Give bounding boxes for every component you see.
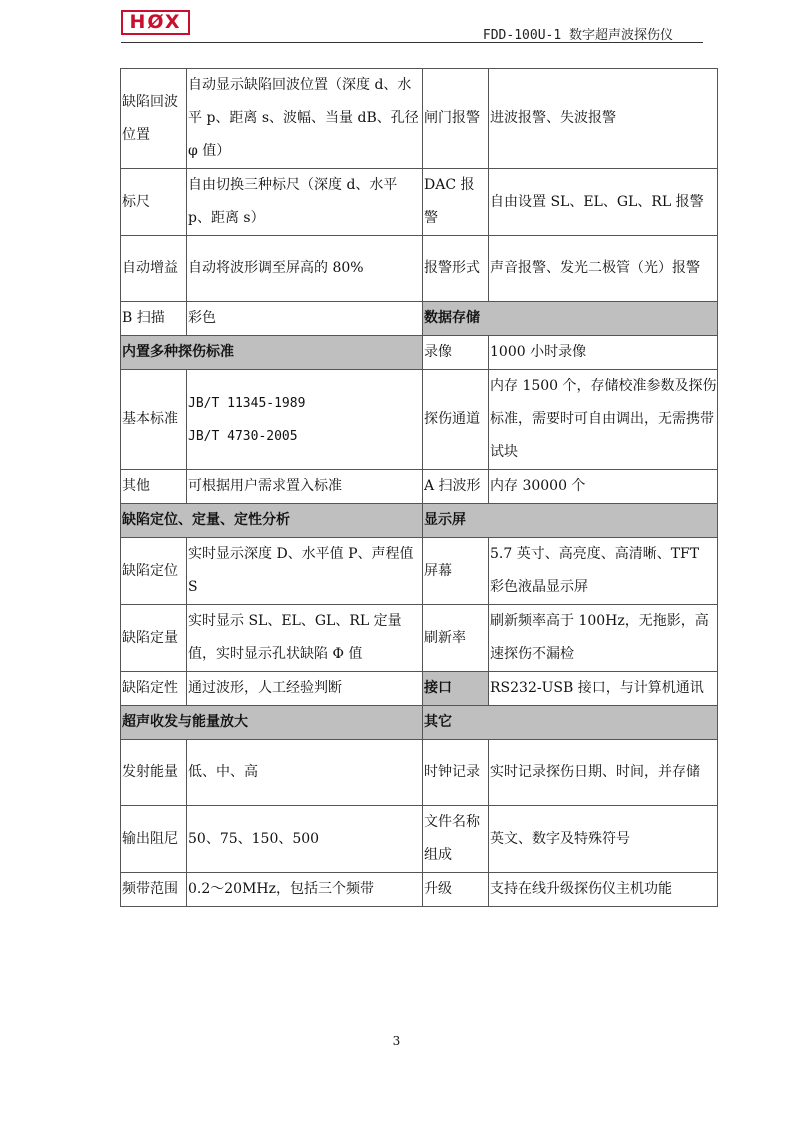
table-row xyxy=(121,370,718,470)
brand-logo xyxy=(121,10,190,35)
param-value: 内存 30000 个 xyxy=(489,470,718,504)
param-value: 自由设置 SL、EL、GL、RL 报警 xyxy=(489,169,718,236)
table-row xyxy=(121,169,718,236)
param-label: 频带范围 xyxy=(121,873,187,907)
param-label: 缺陷回波位置 xyxy=(121,69,187,169)
section-heading: 显示屏 xyxy=(423,504,718,538)
table-row xyxy=(121,69,718,169)
param-label: 录像 xyxy=(423,336,489,370)
table-row xyxy=(121,740,718,806)
param-label: 探伤通道 xyxy=(423,370,489,470)
param-label: B 扫描 xyxy=(121,302,187,336)
param-value: 内存 1500 个，存储校准参数及探伤标准，需要时可自由调出，无需携带试块 xyxy=(489,370,718,470)
table-row xyxy=(121,470,718,504)
section-heading: 缺陷定位、定量、定性分析 xyxy=(121,504,423,538)
header-divider xyxy=(121,42,703,43)
table-row xyxy=(121,236,718,302)
param-value: 50、75、150、500 xyxy=(187,806,423,873)
param-value: 通过波形，人工经验判断 xyxy=(187,672,423,706)
table-row xyxy=(121,302,718,336)
param-value: 进波报警、失波报警 xyxy=(489,69,718,169)
param-label: 文件名称组成 xyxy=(423,806,489,873)
standard-item: JB/T 4730-2005 xyxy=(188,428,298,444)
section-heading: 超声收发与能量放大 xyxy=(121,706,423,740)
param-label: 时钟记录 xyxy=(423,740,489,806)
table-row xyxy=(121,873,718,907)
param-label: 缺陷定性 xyxy=(121,672,187,706)
spec-table xyxy=(120,68,718,907)
param-value: 可根据用户需求置入标准 xyxy=(187,470,423,504)
param-label: 自动增益 xyxy=(121,236,187,302)
section-heading: 其它 xyxy=(423,706,718,740)
param-label: 输出阻尼 xyxy=(121,806,187,873)
param-label: 缺陷定量 xyxy=(121,605,187,672)
param-label: 基本标准 xyxy=(121,370,187,470)
param-value: 低、中、高 xyxy=(187,740,423,806)
param-label: 屏幕 xyxy=(423,538,489,605)
param-value: 1000 小时录像 xyxy=(489,336,718,370)
param-value: 实时显示 SL、EL、GL、RL 定量值，实时显示孔状缺陷 Φ 值 xyxy=(187,605,423,672)
param-label: DAC 报警 xyxy=(423,169,489,236)
param-value xyxy=(187,370,423,470)
table-row xyxy=(121,336,718,370)
table-row xyxy=(121,806,718,873)
param-value: 英文、数字及特殊符号 xyxy=(489,806,718,873)
standard-item: JB/T 11345-1989 xyxy=(188,395,306,411)
param-label: 标尺 xyxy=(121,169,187,236)
table-row xyxy=(121,605,718,672)
param-value: 5.7 英寸、高亮度、高清晰、TFT 彩色液晶显示屏 xyxy=(489,538,718,605)
param-label: 接口 xyxy=(423,672,489,706)
param-label: A 扫波形 xyxy=(423,470,489,504)
param-value: 0.2～20MHz，包括三个频带 xyxy=(187,873,423,907)
table-row xyxy=(121,504,718,538)
section-heading: 内置多种探伤标准 xyxy=(121,336,423,370)
param-label: 闸门报警 xyxy=(423,69,489,169)
param-value: 支持在线升级探伤仪主机功能 xyxy=(489,873,718,907)
param-label: 刷新率 xyxy=(423,605,489,672)
param-value: 彩色 xyxy=(187,302,423,336)
param-value: 声音报警、发光二极管（光）报警 xyxy=(489,236,718,302)
param-value: RS232-USB 接口，与计算机通讯 xyxy=(489,672,718,706)
logo-text: HØX xyxy=(129,11,182,33)
spec-table-body xyxy=(121,69,718,907)
param-value: 自动显示缺陷回波位置（深度 d、水平 p、距离 s、波幅、当量 dB、孔径 φ 值） xyxy=(187,69,423,169)
table-row xyxy=(121,672,718,706)
section-heading: 数据存储 xyxy=(423,302,718,336)
param-label: 其他 xyxy=(121,470,187,504)
param-value: 实时显示深度 D、水平值 P、声程值 S xyxy=(187,538,423,605)
param-label: 升级 xyxy=(423,873,489,907)
param-value: 刷新频率高于 100Hz，无拖影，高速探伤不漏检 xyxy=(489,605,718,672)
param-label: 报警形式 xyxy=(423,236,489,302)
param-label: 缺陷定位 xyxy=(121,538,187,605)
param-value: 实时记录探伤日期、时间，并存储 xyxy=(489,740,718,806)
page-number: 3 xyxy=(392,1034,401,1048)
document-title: FDD-100U-1 数字超声波探伤仪 xyxy=(482,28,673,43)
param-value: 自动将波形调至屏高的 80% xyxy=(187,236,423,302)
param-label: 发射能量 xyxy=(121,740,187,806)
table-row xyxy=(121,538,718,605)
param-value: 自由切换三种标尺（深度 d、水平 p、距离 s） xyxy=(187,169,423,236)
table-row xyxy=(121,706,718,740)
